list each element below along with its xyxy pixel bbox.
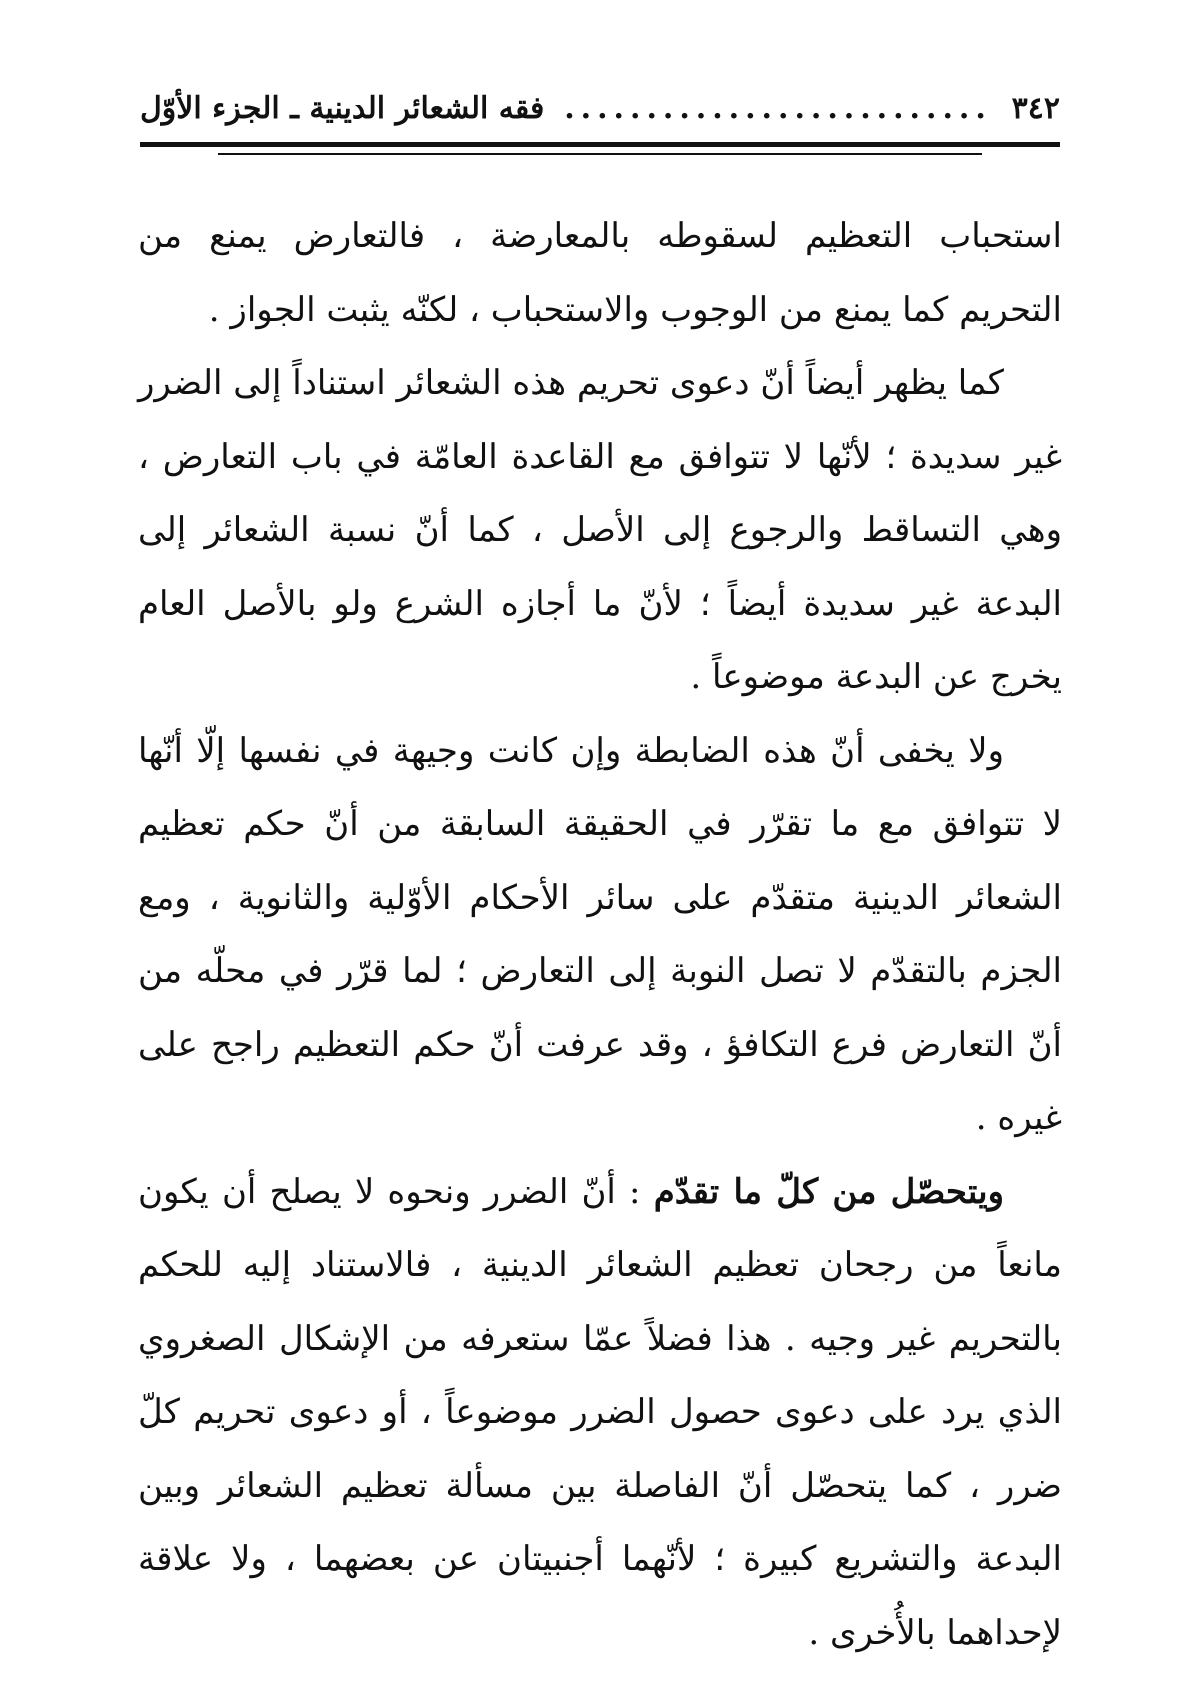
paragraph-3-text: ولا يخفى أنّ هذه الضابطة وإن كانت وجيهة في نفسها إلّا أنّها لا تتوافق مع ما تقرّر في الحقيقة السابقة من أنّ حكم تعظيم الشعائر الدينية متقدّم على سائر الأحكام الأوّلية والثانوية ، ومع الجزم بالتقدّم لا تصل النوبة إلى التعارض ؛ لما قرّر في محلّه من أنّ التعارض فرع التكافؤ ، وقد عرفت أنّ حكم التعظيم راجح على غيره . xyxy=(138,730,1062,1138)
paragraph-3 xyxy=(138,715,1062,1156)
paragraph-4-text: : أنّ الضرر ونحوه لا يصلح أن يكون مانعاً من رجحان تعظيم الشعائر الدينية ، فالاستناد إليه للحكم بالتحريم غير وجيه . هذا فضلاً عمّا ستعرفه من الإشكال الصغروي الذي يرد على دعوى حصول الضرر موضوعاً ، أو دعوى تحريم كلّ ضرر ، كما يتحصّل أنّ الفاصلة بين مسألة تعظيم الشعائر وبين البدعة والتشريع كبيرة ؛ لأنّهما أجنبيتان عن بعضهما ، ولا علاقة لإحداهما بالأُخرى . xyxy=(138,1171,1062,1653)
running-title: فقه الشعائر الدينية ـ الجزء الأوّل xyxy=(140,90,545,126)
page-number: ٣٤٢ xyxy=(1011,90,1060,126)
body-text xyxy=(138,200,1062,1670)
paragraph-2-text: كما يظهر أيضاً أنّ دعوى تحريم هذه الشعائر استناداً إلى الضرر غير سديدة ؛ لأنّها لا تتوافق مع القاعدة العامّة في باب التعارض ، وهي التساقط والرجوع إلى الأصل ، كما أنّ نسبة الشعائر إلى البدعة غير سديدة أيضاً ؛ لأنّ ما أجازه الشرع ولو بالأصل العام يخرج عن البدعة موضوعاً . xyxy=(138,363,1062,697)
paragraph-2 xyxy=(138,347,1062,715)
paragraph-1-text: استحباب التعظيم لسقوطه بالمعارضة ، فالتعارض يمنع من التحريم كما يمنع من الوجوب والاستحباب ، لكنّه يثبت الجواز . xyxy=(138,216,1062,330)
header-dot-leader: .......................... xyxy=(564,90,992,126)
paragraph-4 xyxy=(138,1156,1062,1671)
paragraph-4-lead: ويتحصّل من كلّ ما تقدّم xyxy=(653,1171,1004,1212)
paragraph-1 xyxy=(138,200,1062,347)
header-rule-thick xyxy=(140,142,1060,147)
page-header xyxy=(140,84,1060,132)
header-rule-thin xyxy=(218,153,982,155)
